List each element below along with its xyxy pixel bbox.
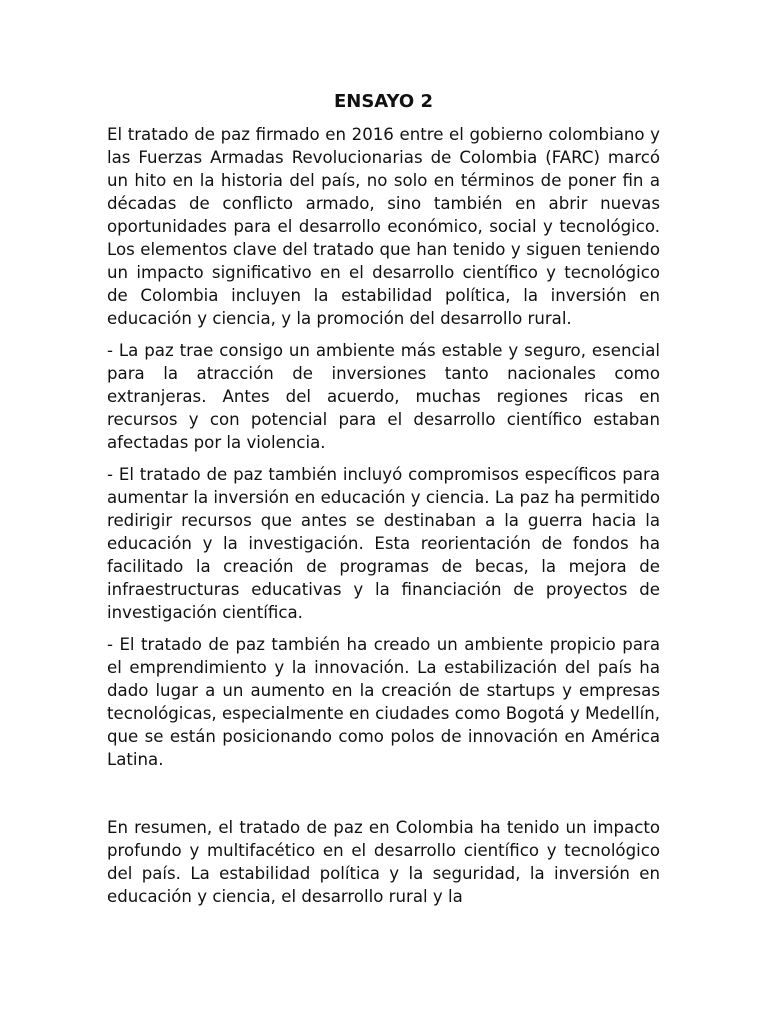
paragraph-stability: - La paz trae consigo un ambiente más estable y seguro, esencial para la atracción de inversiones tanto nacionales como extranjeras. Antes del acuerdo, muchas regiones ricas en recursos y con potencial para el desarrollo científico estaban afectadas por la violencia.	[107, 341, 660, 452]
paragraph-intro: El tratado de paz firmado en 2016 entre el gobierno colombiano y las Fuerzas Armadas Revolucionarias de Colombia (FARC) marcó un hito en la historia del país, no solo en términos de poner fin a décadas de conflicto armado, sino también en abrir nuevas oportunidades para el desarrollo económico, social y tecnológico. Los elementos clave del tratado que han tenido y siguen teniendo un impacto significativo en el desarrollo científico y tecnológico de Colombia incluyen la estabilidad política, la inversión en educación y ciencia, y la promoción del desarrollo rural.	[107, 125, 660, 328]
paragraph-education: - El tratado de paz también incluyó compromisos específicos para aumentar la inversión en educación y ciencia. La paz ha permitido redirigir recursos que antes se destinaban a la guerra hacia la educación y la investigación. Esta reorientación de fondos ha facilitado la creación de programas de becas, la mejora de infraestructuras educativas y la financiación de proyectos de investigación científica.	[107, 465, 660, 622]
document-title: ENSAYO 2	[333, 91, 434, 112]
blank-line	[107, 780, 660, 816]
document-page	[107, 89, 660, 917]
paragraph-summary: En resumen, el tratado de paz en Colombia ha tenido un impacto profundo y multifacético en el desarrollo científico y tecnológico del país. La estabilidad política y la seguridad, la inversión en educación y ciencia, el desarrollo rural y la	[107, 818, 660, 906]
paragraph-innovation: - El tratado de paz también ha creado un ambiente propicio para el emprendimiento y la innovación. La estabilización del país ha dado lugar a un aumento en la creación de startups y empresas tecnológicas, especialmente en ciudades como Bogotá y Medellín, que se están posicionando como polos de innovación en América Latina.	[107, 635, 660, 769]
